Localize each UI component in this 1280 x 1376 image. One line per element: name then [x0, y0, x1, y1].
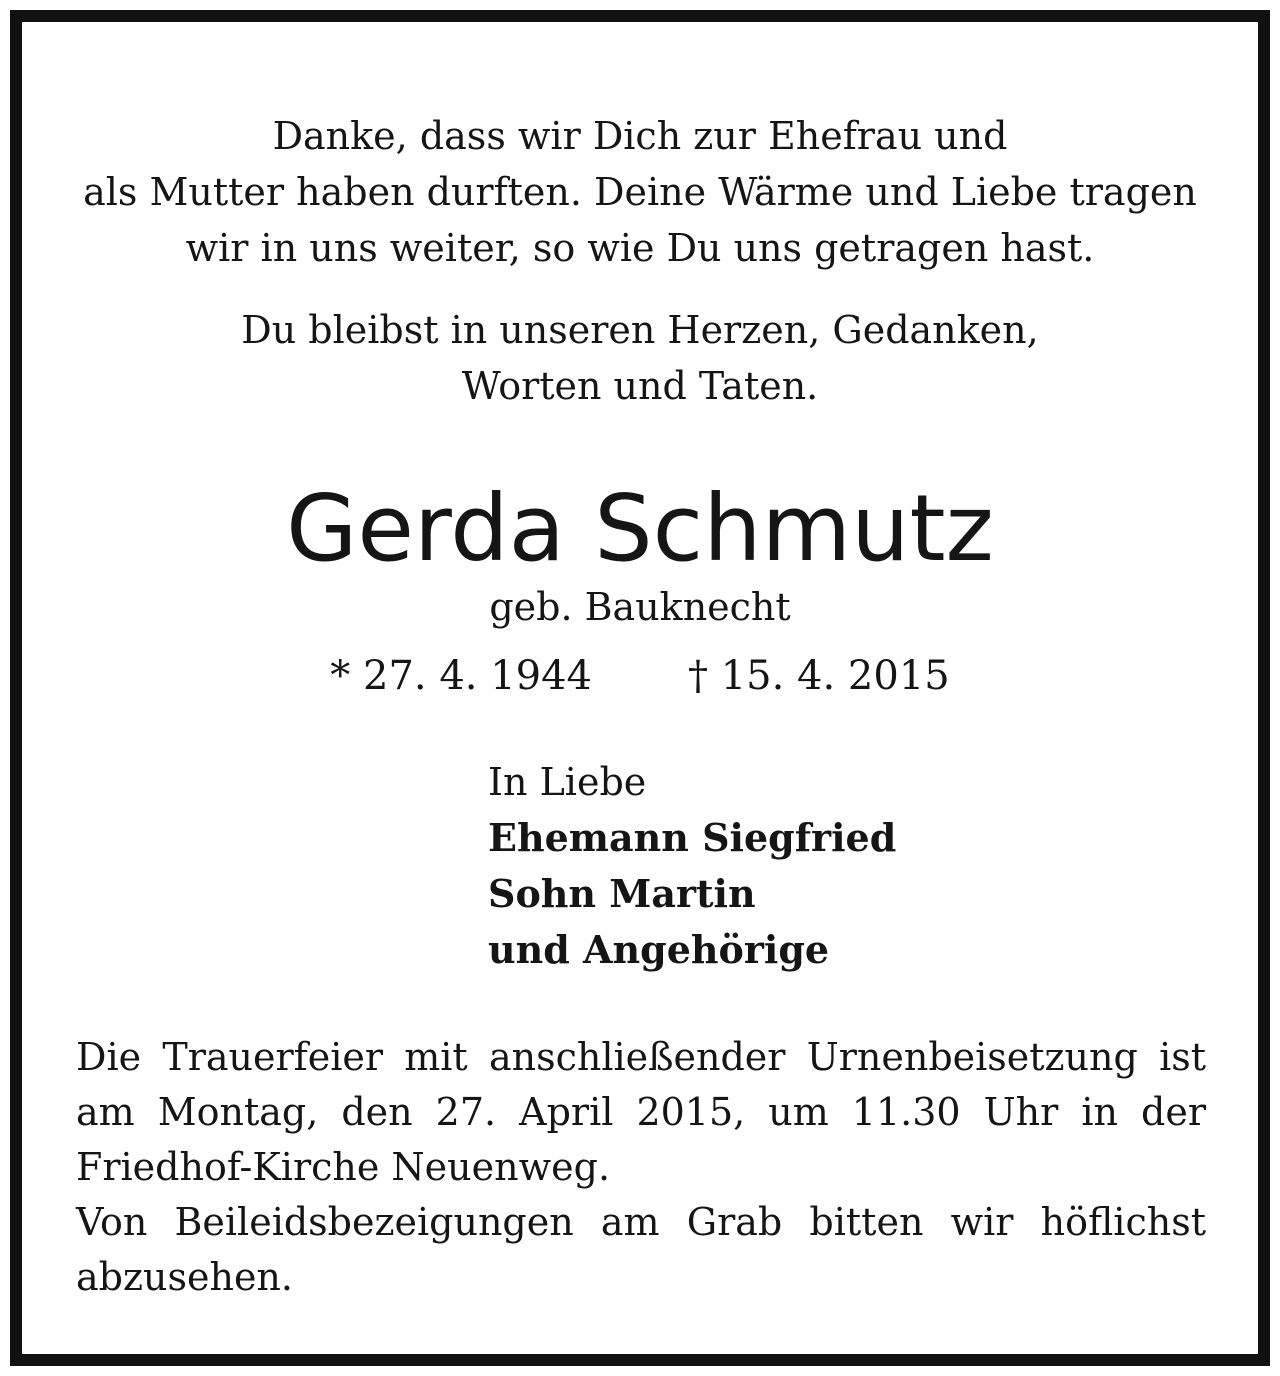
announcement-line-4: Von Beileidsbezeigungen am Grab bitten wir höflichst: [76, 1200, 1206, 1244]
obituary-notice: [10, 10, 1270, 1366]
announcement-line-5: abzusehen.: [76, 1255, 293, 1299]
verse-line-4: Du bleibst in unseren Herzen, Gedanken,: [241, 308, 1039, 352]
birth-date: * 27. 4. 1944: [330, 653, 592, 699]
deceased-name: Gerda Schmutz: [286, 475, 994, 582]
verse-line-2: als Mutter haben durften. Deine Wärme und Liebe tragen: [83, 170, 1197, 214]
mourners-intro: In Liebe: [488, 760, 647, 804]
death-date: † 15. 4. 2015: [688, 653, 950, 699]
life-dates: [22, 650, 1258, 702]
verse-line-5: Worten und Taten.: [461, 364, 819, 408]
mourner-son: Sohn Martin: [488, 871, 756, 916]
funeral-announcement: [76, 1030, 1206, 1305]
mourners-block: [488, 754, 896, 978]
announcement-line-3: Friedhof-Kirche Neuenweg.: [76, 1145, 611, 1189]
announcement-line-1: Die Trauerfeier mit anschließender Urnenbeisetzung ist: [76, 1035, 1206, 1079]
verse-line-1: Danke, dass wir Dich zur Ehefrau und: [272, 114, 1008, 158]
mourner-husband: Ehemann Siegfried: [488, 815, 897, 860]
verse-line-3: wir in uns weiter, so wie Du uns getragen hast.: [185, 226, 1095, 270]
mourner-relatives: und Angehörige: [488, 927, 830, 972]
announcement-line-2: am Montag, den 27. April 2015, um 11.30 Uhr in der: [76, 1090, 1206, 1134]
maiden-name: geb. Bauknecht: [489, 585, 791, 629]
